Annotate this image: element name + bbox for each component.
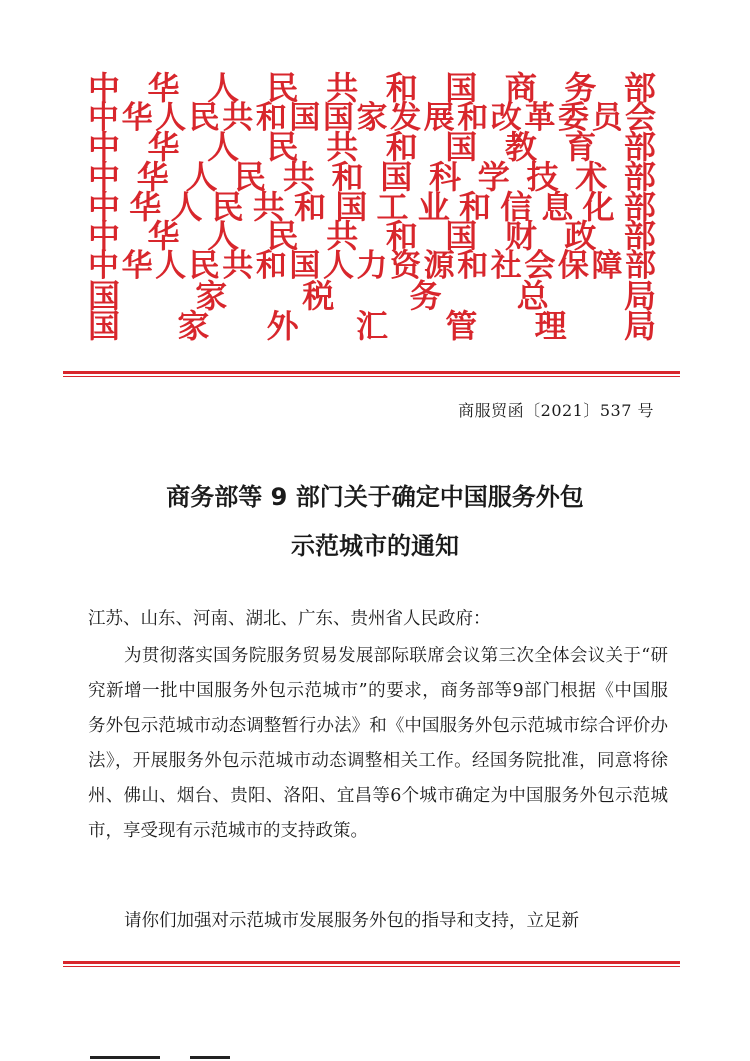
agency-char: 共 bbox=[326, 217, 359, 256]
agency-char: 务 bbox=[564, 69, 597, 107]
agency-char: 技 bbox=[526, 158, 559, 197]
agency-char: 华 bbox=[136, 158, 169, 197]
agency-char: 中 bbox=[88, 248, 119, 285]
agency-char: 民 bbox=[266, 69, 299, 107]
agency-char: 部 bbox=[625, 248, 656, 285]
document-number: 商服贸函〔2021〕537 号 bbox=[458, 401, 654, 420]
red-separator-rule-thin bbox=[63, 376, 680, 377]
agency-char: 学 bbox=[477, 158, 510, 197]
red-separator-rule bbox=[63, 371, 680, 374]
agency-char: 家 bbox=[356, 99, 388, 136]
agency-char: 发 bbox=[390, 99, 422, 136]
agency-char: 力 bbox=[356, 248, 388, 285]
agency-char: 国 bbox=[88, 306, 121, 345]
agency-char: 家 bbox=[195, 276, 228, 315]
agency-char: 民 bbox=[188, 99, 220, 136]
page-edge-marks bbox=[90, 1056, 650, 1061]
agency-char: 中 bbox=[88, 99, 119, 136]
agency-char: 社 bbox=[490, 248, 522, 285]
document-title-line-1: 商务部等 9 部门关于确定中国服务外包 bbox=[166, 483, 584, 511]
agency-char: 华 bbox=[121, 99, 153, 136]
agency-char: 国 bbox=[88, 276, 121, 315]
agency-char: 商 bbox=[504, 69, 537, 107]
agency-char: 国 bbox=[445, 128, 478, 167]
agency-char: 人 bbox=[170, 187, 203, 226]
agency-char: 国 bbox=[445, 69, 478, 107]
agency-char: 中 bbox=[88, 187, 121, 226]
agency-char: 人 bbox=[207, 217, 240, 256]
agency-char: 民 bbox=[234, 158, 267, 197]
agency-char: 共 bbox=[252, 187, 285, 226]
agency-char: 息 bbox=[541, 187, 574, 226]
agency-char: 国 bbox=[335, 187, 368, 226]
agency-char: 政 bbox=[564, 217, 597, 256]
agency-char: 部 bbox=[623, 217, 656, 256]
agency-char: 务 bbox=[409, 276, 442, 315]
agency-char: 会 bbox=[524, 248, 556, 285]
agency-char: 中 bbox=[88, 69, 121, 107]
agency-char: 国 bbox=[289, 248, 321, 285]
agency-char: 局 bbox=[623, 276, 656, 315]
agency-char: 和 bbox=[385, 69, 418, 107]
agency-char: 源 bbox=[423, 248, 455, 285]
agency-char: 术 bbox=[575, 158, 608, 197]
agency-char: 华 bbox=[121, 248, 153, 285]
agency-char: 民 bbox=[211, 187, 244, 226]
agency-char: 理 bbox=[534, 306, 567, 345]
agency-char: 财 bbox=[504, 217, 537, 256]
red-footer-rule-thin bbox=[63, 966, 680, 967]
agency-char: 化 bbox=[582, 187, 615, 226]
agency-char: 和 bbox=[385, 128, 418, 167]
agency-char: 科 bbox=[429, 158, 462, 197]
red-footer-rule bbox=[63, 961, 680, 964]
agency-char: 保 bbox=[557, 248, 589, 285]
agency-char: 员 bbox=[591, 99, 623, 136]
agency-char: 中 bbox=[88, 128, 121, 167]
agency-char: 展 bbox=[423, 99, 455, 136]
issuing-agencies bbox=[88, 69, 656, 345]
agency-char: 中 bbox=[88, 158, 121, 197]
agency-char: 共 bbox=[222, 99, 254, 136]
agency-char: 华 bbox=[147, 69, 180, 107]
agency-line bbox=[88, 306, 656, 345]
agency-char: 工 bbox=[376, 187, 409, 226]
agency-char: 业 bbox=[417, 187, 450, 226]
document-title-line-2: 示范城市的通知 bbox=[291, 532, 459, 560]
agency-char: 人 bbox=[185, 158, 218, 197]
agency-char: 共 bbox=[282, 158, 315, 197]
agency-char: 管 bbox=[445, 306, 478, 345]
agency-char: 共 bbox=[326, 128, 359, 167]
body-paragraph-2: 请你们加强对示范城市发展服务外包的指导和支持，立足新 bbox=[124, 911, 579, 931]
agency-char: 和 bbox=[385, 217, 418, 256]
agency-char: 国 bbox=[289, 99, 321, 136]
agency-char: 共 bbox=[222, 248, 254, 285]
agency-char: 教 bbox=[504, 128, 537, 167]
agency-char: 育 bbox=[564, 128, 597, 167]
agency-char: 信 bbox=[500, 187, 533, 226]
agency-char: 改 bbox=[490, 99, 522, 136]
agency-char: 民 bbox=[266, 128, 299, 167]
agency-char: 总 bbox=[516, 276, 549, 315]
addressee: 江苏、山东、河南、湖北、广东、贵州省人民政府： bbox=[88, 609, 491, 629]
agency-char: 和 bbox=[255, 248, 287, 285]
agency-char: 税 bbox=[302, 276, 335, 315]
agency-char: 民 bbox=[266, 217, 299, 256]
agency-char: 家 bbox=[177, 306, 210, 345]
agency-char: 国 bbox=[322, 99, 354, 136]
agency-char: 外 bbox=[266, 306, 299, 345]
agency-char: 汇 bbox=[355, 306, 388, 345]
agency-char: 中 bbox=[88, 217, 121, 256]
agency-char: 和 bbox=[331, 158, 364, 197]
agency-char: 部 bbox=[623, 187, 656, 226]
agency-char: 会 bbox=[625, 99, 656, 136]
agency-char: 和 bbox=[457, 99, 489, 136]
agency-char: 部 bbox=[623, 128, 656, 167]
agency-char: 人 bbox=[155, 248, 187, 285]
agency-char: 共 bbox=[326, 69, 359, 107]
body-paragraph-1: 为贯彻落实国务院服务贸易发展部际联席会议第三次全体会议关于“研究新增一批中国服务外包示范城市”的要求，商务部等9部门根据《中国服务外包示范城市动态调整暂行办法》和《中国服务外包示范城市综合评价办法》，开展服务外包示范城市动态调整相关工作。经国务院批准，同意将徐州、佛山、烟台、贵阳、洛阳、宜昌等6个城市确定为中国服务外包示范城市，享受现有示范城市的支持政策。 bbox=[88, 646, 668, 841]
agency-char: 国 bbox=[445, 217, 478, 256]
agency-char: 和 bbox=[294, 187, 327, 226]
agency-char: 和 bbox=[458, 187, 491, 226]
agency-char: 国 bbox=[380, 158, 413, 197]
agency-char: 部 bbox=[623, 69, 656, 107]
agency-char: 和 bbox=[457, 248, 489, 285]
agency-line bbox=[88, 248, 656, 285]
agency-char: 委 bbox=[557, 99, 589, 136]
agency-char: 资 bbox=[390, 248, 422, 285]
agency-char: 革 bbox=[524, 99, 556, 136]
agency-char: 人 bbox=[322, 248, 354, 285]
agency-line bbox=[88, 128, 656, 167]
agency-char: 华 bbox=[129, 187, 162, 226]
agency-char: 人 bbox=[207, 128, 240, 167]
agency-char: 华 bbox=[147, 128, 180, 167]
agency-char: 和 bbox=[255, 99, 287, 136]
agency-char: 人 bbox=[155, 99, 187, 136]
agency-char: 局 bbox=[623, 306, 656, 345]
agency-char: 障 bbox=[591, 248, 623, 285]
agency-char: 民 bbox=[188, 248, 220, 285]
agency-char: 华 bbox=[147, 217, 180, 256]
agency-char: 人 bbox=[207, 69, 240, 107]
agency-char: 部 bbox=[623, 158, 656, 197]
